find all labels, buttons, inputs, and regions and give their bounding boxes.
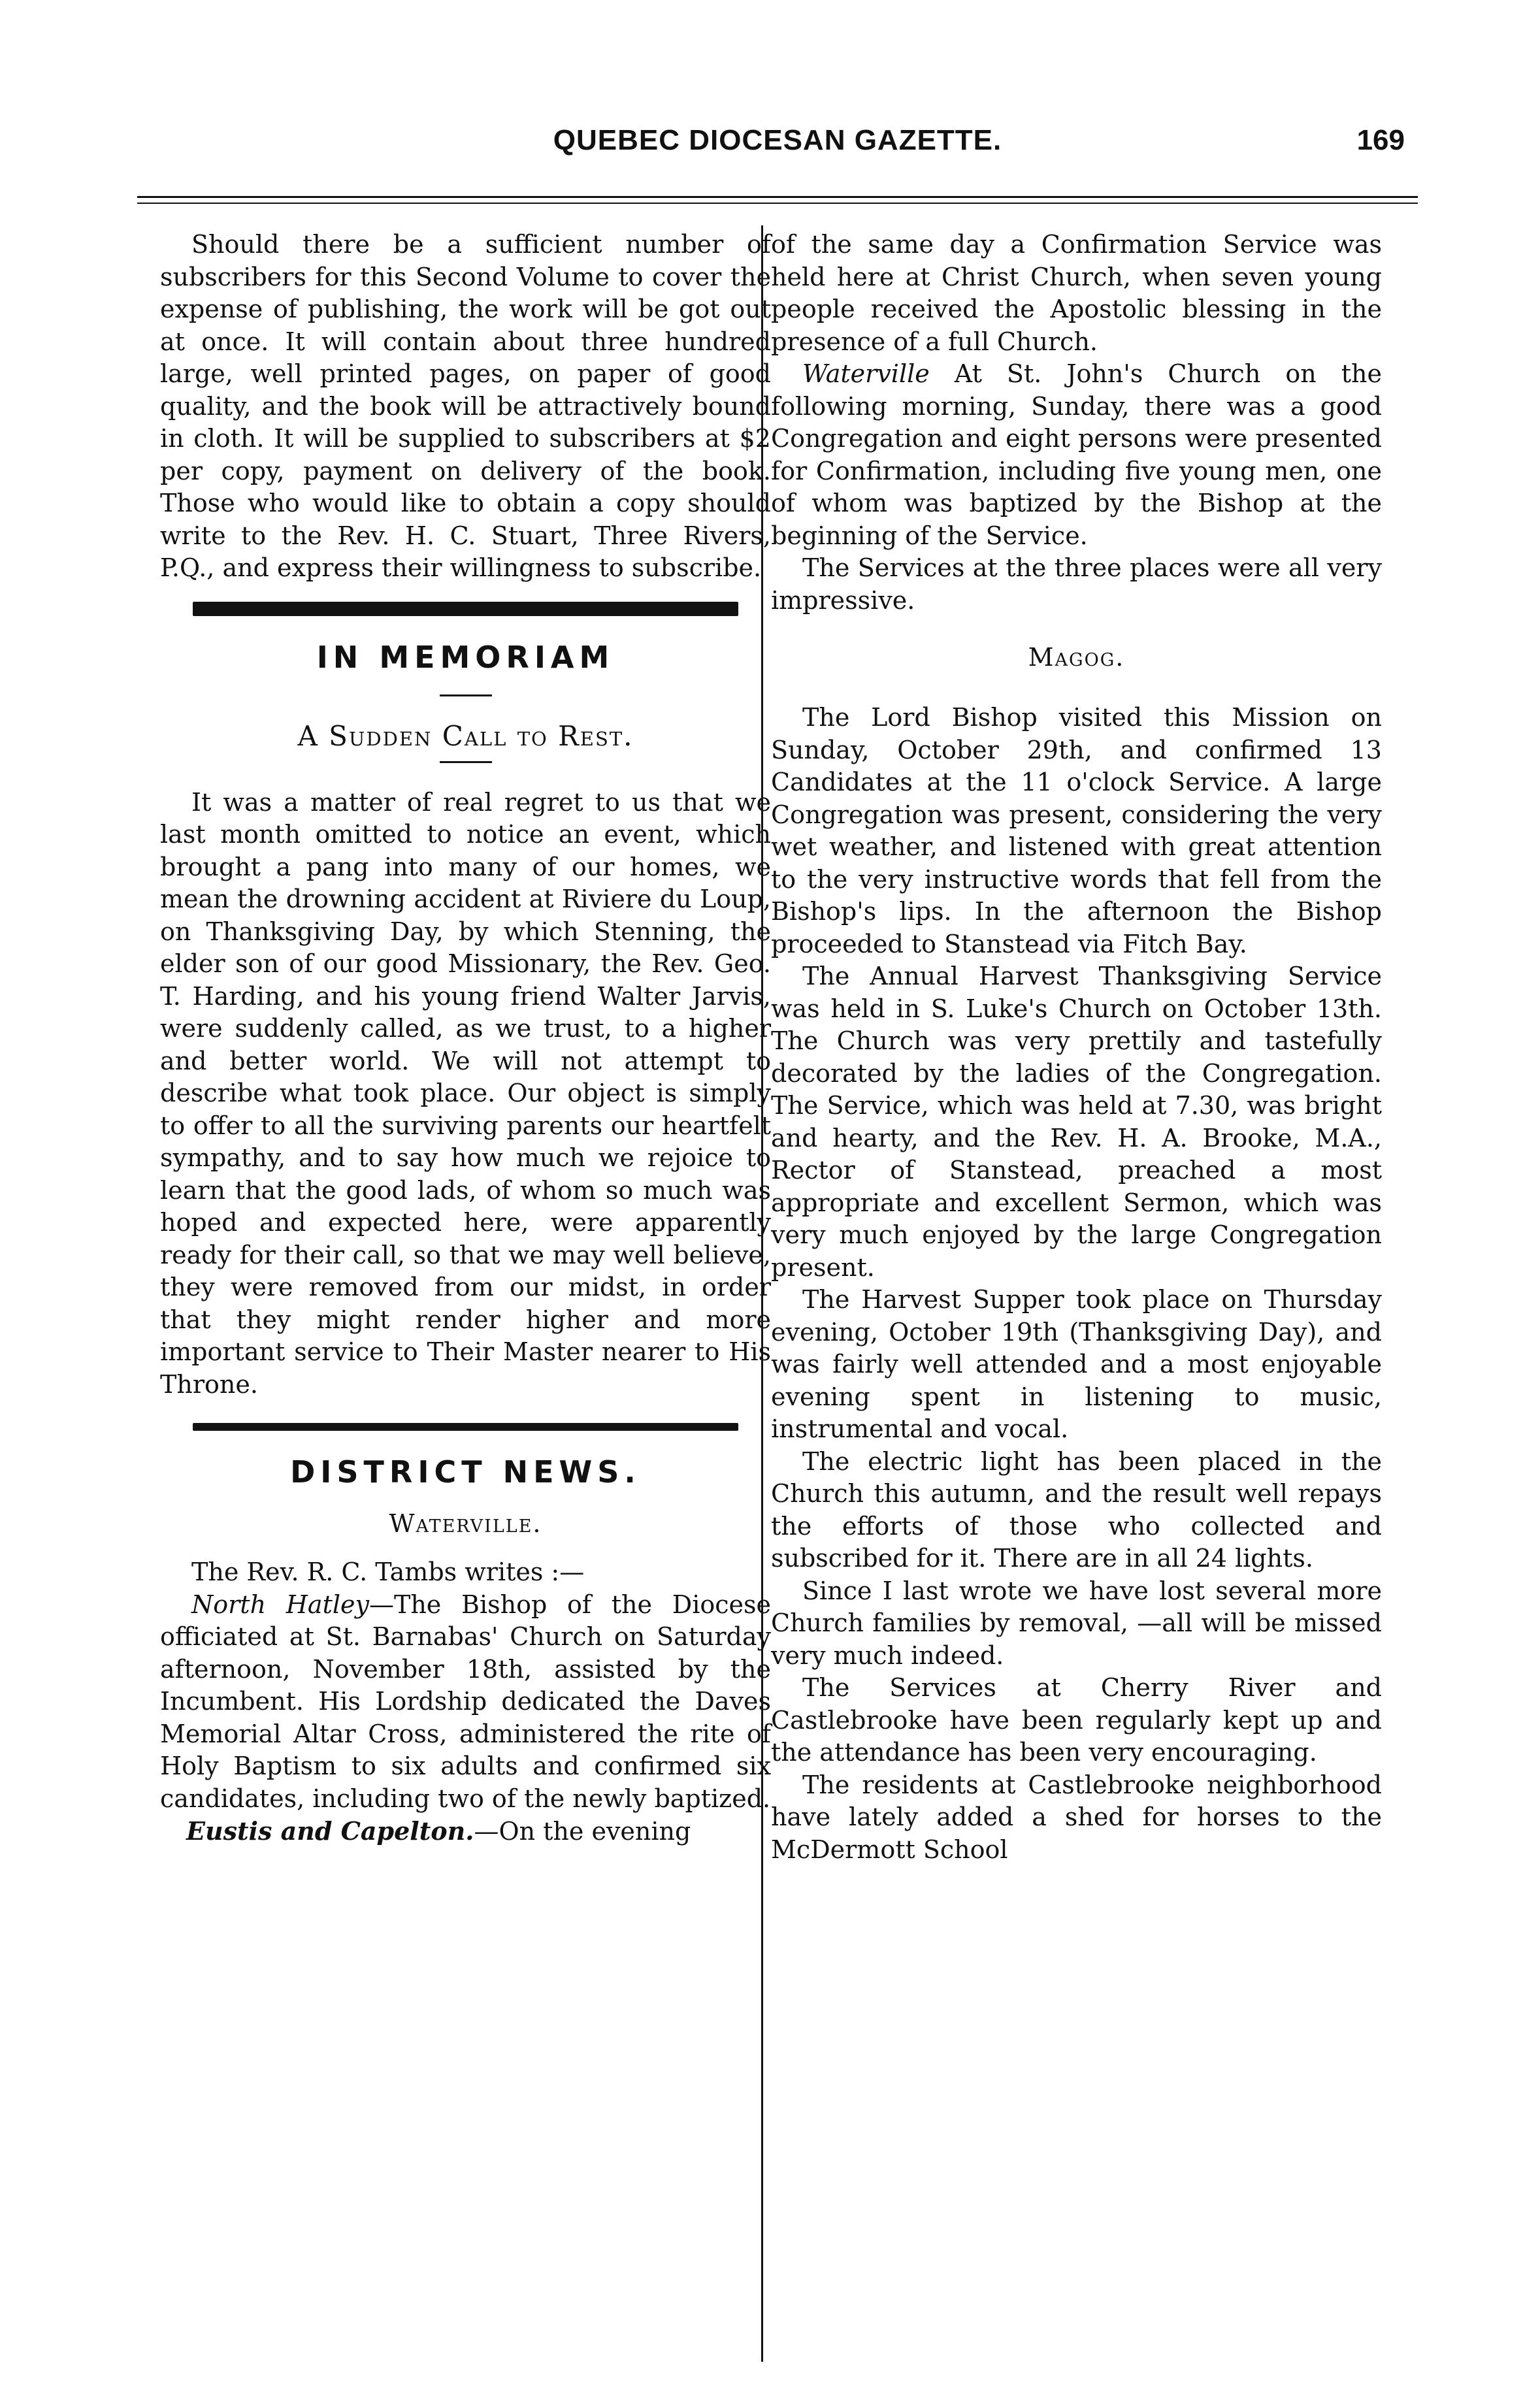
magog-paragraph-2: The Annual Harvest Thanksgiving Service was held in S. Luke's Church on October 13th. The Church was very prettily and tastefully decorated by the ladies of the Congregation. The Service, which was held at 7.30, was bright and hearty, and the Rev. H. A. Brooke, M.A., Rector of Stanstead, preached a most appropriate and excellent Sermon, which was very much enjoyed by the large Congregation present.: [771, 962, 1382, 1282]
services-paragraph: The Services at the three places were all very impressive.: [771, 553, 1382, 615]
right-column: [771, 229, 1382, 1866]
continuation-paragraph: of the same day a Confirmation Service was held here at Christ Church, when seven young people received the Apostolic blessing in the presence of a full Church.: [771, 230, 1382, 356]
district-news-heading: DISTRICT NEWS.: [290, 1454, 641, 1490]
subscription-notice: Should there be a sufficient number of subscribers for this Second Volume to cover the expense of publishing, the work will be got out at once. It will contain about three hundred large, well printed pages, on paper of good quality, and the book will be attractively bound in cloth. It will be supplied to subscribers at $2 per copy, payment on delivery of the book. Those who would like to obtain a copy should write to the Rev. H. C. Stuart, Three Rivers, P.Q., and express their willingness to subscribe.: [160, 230, 771, 582]
north-hatley-place: North Hatley: [191, 1590, 369, 1619]
header-rule-bottom: [137, 203, 1418, 204]
waterville-heading: Waterville.: [389, 1509, 542, 1538]
magog-heading: Magog.: [1028, 643, 1125, 672]
magog-paragraph-6: The Services at Cherry River and Castlebrooke have been regularly kept up and the attendance has been very encouraging.: [771, 1673, 1382, 1767]
north-hatley-text: —The Bishop of the Diocese officiated at St. Barnabas' Church on Saturday afternoon, November 18th, assisted by the Incumbent. His Lordship dedicated the Daves Memorial Altar Cross, administered the rite of Holy Baptism to six adults and confirmed six candidates, including two of the newly baptized.: [160, 1590, 771, 1813]
page-number: 169: [1356, 124, 1405, 156]
magog-paragraph-1: The Lord Bishop visited this Mission on Sunday, October 29th, and confirmed 13 Candidates at the 11 o'clock Service. A large Congregation was present, considering the very wet weather, and listened with great attention to the very instructive words that fell from the Bishop's lips. In the afternoon the Bishop proceeded to Stanstead via Fitch Bay.: [771, 703, 1382, 958]
magog-paragraph-7: The residents at Castlebrooke neighborhood have lately added a shed for horses to the McDermott School: [771, 1770, 1382, 1864]
memoriam-paragraph: It was a matter of real regret to us that we last month omitted to notice an event, which brought a pang into many of our homes, we mean the drowning accident at Riviere du Loup, on Thanksgiving Day, by which Stenning, the elder son of our good Missionary, the Rev. Geo. T. Harding, and his young friend Walter Jarvis, were suddenly called, as we trust, to a higher and better world. We will not attempt to describe what took place. Our object is simply to offer to all the surviving parents our heartfelt sympathy, and to say how much we rejoice to learn that the good lads, of whom so much was hoped and expected here, were apparently ready for their call, so that we may well believe, they were removed from our midst, in order that they might render higher and more important service to Their Master nearer to His Throne.: [160, 787, 771, 1399]
waterville-place: Waterville: [802, 359, 930, 388]
magog-paragraph-4: The electric light has been placed in the Church this autumn, and the result well repays the efforts of those who collected and subscribed for it. There are in all 24 lights.: [771, 1446, 1382, 1573]
tambs-line: The Rev. R. C. Tambs writes :—: [191, 1558, 585, 1586]
memoriam-subtitle: A Sudden Call to Rest.: [297, 719, 634, 752]
header-rule-top: [137, 196, 1418, 198]
eustis-paragraph: [160, 1815, 771, 1848]
section-divider-rule: [193, 602, 738, 616]
magog-paragraph-5: Since I last wrote we have lost several more Church families by removal, —all will be missed very much indeed.: [771, 1576, 1382, 1670]
page-header: [137, 124, 1418, 176]
short-rule: [440, 761, 492, 763]
eustis-place: Eustis and Capelton.: [186, 1816, 474, 1846]
page-title: QUEBEC DIOCESAN GAZETTE.: [553, 124, 1002, 156]
in-memoriam-heading: IN MEMORIAM: [316, 639, 615, 675]
north-hatley-paragraph: [160, 1589, 771, 1816]
short-rule: [440, 694, 492, 696]
magog-paragraph-3: The Harvest Supper took place on Thursday evening, October 19th (Thanksgiving Day), and was fairly well attended and a most enjoyable evening spent in listening to music, instrumental and vocal.: [771, 1285, 1382, 1443]
waterville-text: At St. John's Church on the following morning, Sunday, there was a good Congregation and eight persons were presented for Confirmation, including five young men, one of whom was baptized by the Bishop at the beginning of the Service.: [771, 359, 1382, 550]
left-column: [160, 229, 771, 1848]
section-divider-rule: [193, 1423, 738, 1431]
waterville-paragraph: [771, 358, 1382, 552]
eustis-text: —On the evening: [474, 1817, 691, 1846]
